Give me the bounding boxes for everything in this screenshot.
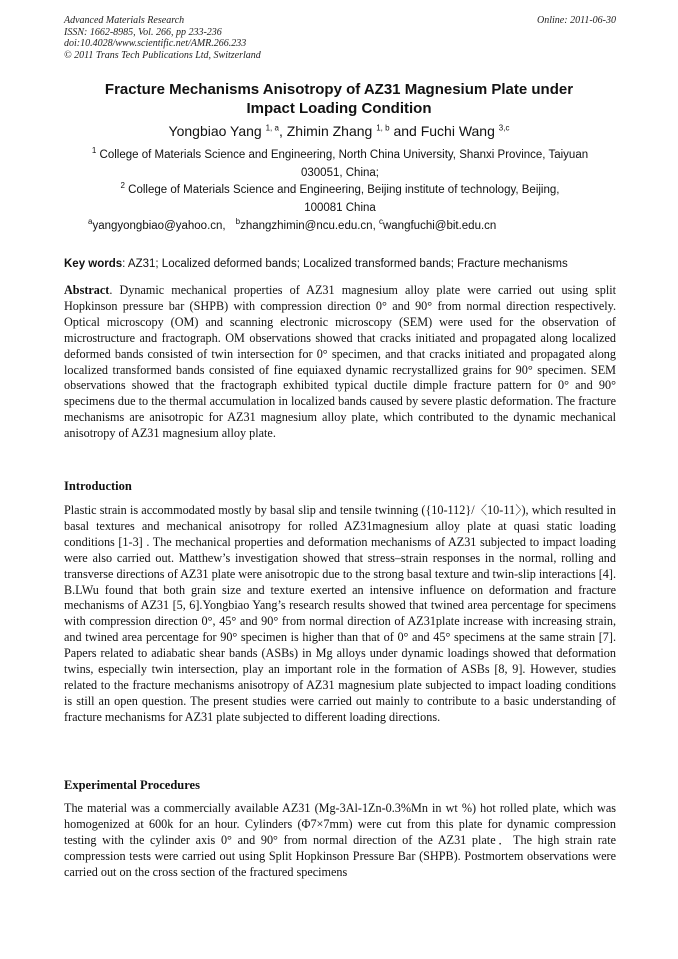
introduction-heading: Introduction xyxy=(64,479,132,493)
email-a-sup: a xyxy=(88,217,93,227)
email-a[interactable]: yangyongbiao@yahoo.cn, xyxy=(92,220,226,232)
author-2: Zhimin Zhang xyxy=(286,123,373,139)
keywords-label: Key words xyxy=(64,258,123,270)
copyright-line: © 2011 Trans Tech Publications Ltd, Switzerland xyxy=(64,49,261,61)
affiliation-2-line-2: 100081 China xyxy=(304,202,376,214)
affiliation-2-line-1: College of Materials Science and Engineering, Beijing institute of technology, Beijing, xyxy=(128,184,560,196)
affiliation-1-line-1: College of Materials Science and Engineering, North China University, Shanxi Province, Taiyuan xyxy=(99,149,589,161)
keywords-text: : AZ31; Localized deformed bands; Localized transformed bands; Fracture mechanisms xyxy=(122,258,568,270)
abstract-text: . Dynamic mechanical properties of AZ31 magnesium alloy plate were carried out using split Hopkinson pressure bar (SHPB) with compression direction 0° and 90° from normal direction respectively. Optical microscopy (OM) and scanning electronic microscopy (SEM) were used for the observation of microstructure and fractograph. OM observations showed that cracks initiated and propagated along localized deformed bands consisted of twin intersection for 0° specimen, and that cracks initiated and propagated along localized transformed bands consisted of fine equiaxed dynamic recrystallized grains for 90° specimen. SEM observations showed that the fractograph exhibited typical ductile dimple fracture pattern for 0° and 90° specimens due to the thermal accumulation in localized bands caused by severe plastic deformation. The fracture mechanisms are anisotropic for AZ31 magnesium alloy plate, which contributed to the dynamic mechanical anisotropy of AZ31 magnesium alloy plate. xyxy=(64,283,616,441)
author-1: Yongbiao Yang xyxy=(168,123,262,139)
affiliation-2 xyxy=(60,181,620,217)
affiliation-1-line-2: 030051, China; xyxy=(300,167,379,179)
author-3: Fuchi Wang xyxy=(420,123,495,139)
affiliation-2-sup: 2 xyxy=(120,181,125,191)
introduction-text: Plastic strain is accommodated mostly by basal slip and tensile twinning ({10-112}/〈10-11〉), which resulted in basal textures and mechanical anisotropy for rolled AZ31magnesium alloy plate at quasi static loading conditions [1-3] . The mechanical properties and deformation mechanisms of AZ31 subjected to impact loading were also carried out. Matthew’s investigation showed that stress–strain responses in the normal, rolling and transverse directions of AZ31 plate were anisotropic due to the strong basal texture and twin-slip interactions [4]. B.LWu found that both grain size and texture exerted an intensive influence on deformation and fracture mechanisms of AZ31 [5, 6].Yongbiao Yang’s research results showed that twined area percentage for specimens with compression direction 0°, 45° and 90° from normal direction of AZ31plate increase with increasing strain, and twined area percentage for 90° specimen is higher than that of 0° and 45° specimens at the same strain [7]. Papers related to adiabatic shear bands (ASBs) in Mg alloys under dynamic loadings showed that deformation twins, especially twin intersection, play an important role in the formation of ASBs [8, 9]. However, studies related to the fracture mechanisms anisotropy of AZ31 magnesium plate subjected to impact loading conditions is still an open question. The present studies were carried out mainly to contribute to a basic understanding of fracture mechanisms for AZ31 plate subjected to different loading directions. xyxy=(64,503,617,724)
title-line-1: Fracture Mechanisms Anisotropy of AZ31 Magnesium Plate under xyxy=(104,81,574,98)
keywords xyxy=(64,256,616,272)
journal-name: Advanced Materials Research xyxy=(64,15,185,26)
author-conjunction: and xyxy=(393,123,417,139)
online-date: Online: 2011-06-30 xyxy=(537,15,616,26)
affiliation-1 xyxy=(60,146,620,182)
author-2-sup: 1, b xyxy=(376,123,390,133)
doi-line: doi:10.4028/www.scientific.net/AMR.266.233 xyxy=(64,38,247,49)
abstract-label: Abstract xyxy=(64,283,110,297)
abstract xyxy=(64,283,616,442)
paper-title xyxy=(40,80,638,118)
author-list: Yongbiao Yang $^{1, a}$, Zhimin Zhang $^{1, b}$ and Fuchi Wang $^{3,c}$ xyxy=(168,123,510,139)
email-b[interactable]: zhangzhimin@ncu.edu.cn, xyxy=(240,220,376,232)
email-b-sup: b xyxy=(235,217,241,227)
experimental-text: The material was a commercially available AZ31 (Mg-3Al-1Zn-0.3%Mn in wt %) hot rolled plate, which was homogenized at 600k for an hour. Cylinders (Φ7×7mm) were cut from this plate for dynamic compression testing with the cylinder axis 0° and 90° from normal direction of the AZ31 plate．The high strain rate compression tests were carried out using Split Hopkinson Pressure Bar (SHPB). Postmortem observations were carried out on the cross section of the fractured specimens xyxy=(64,801,616,879)
email-c-sup: c xyxy=(378,217,383,227)
author-1-sup: 1, a xyxy=(265,123,279,133)
affiliation-1-sup: 1 xyxy=(91,146,97,156)
author-3-sup: 3,c xyxy=(498,123,510,133)
author-emails xyxy=(88,217,496,235)
journal-header xyxy=(64,15,616,61)
experimental-heading: Experimental Procedures xyxy=(64,778,200,792)
email-c[interactable]: wangfuchi@bit.edu.cn xyxy=(382,220,497,232)
title-line-2: Impact Loading Condition xyxy=(246,100,432,117)
issn-line: ISSN: 1662-8985, Vol. 266, pp 233-236 xyxy=(64,26,222,38)
